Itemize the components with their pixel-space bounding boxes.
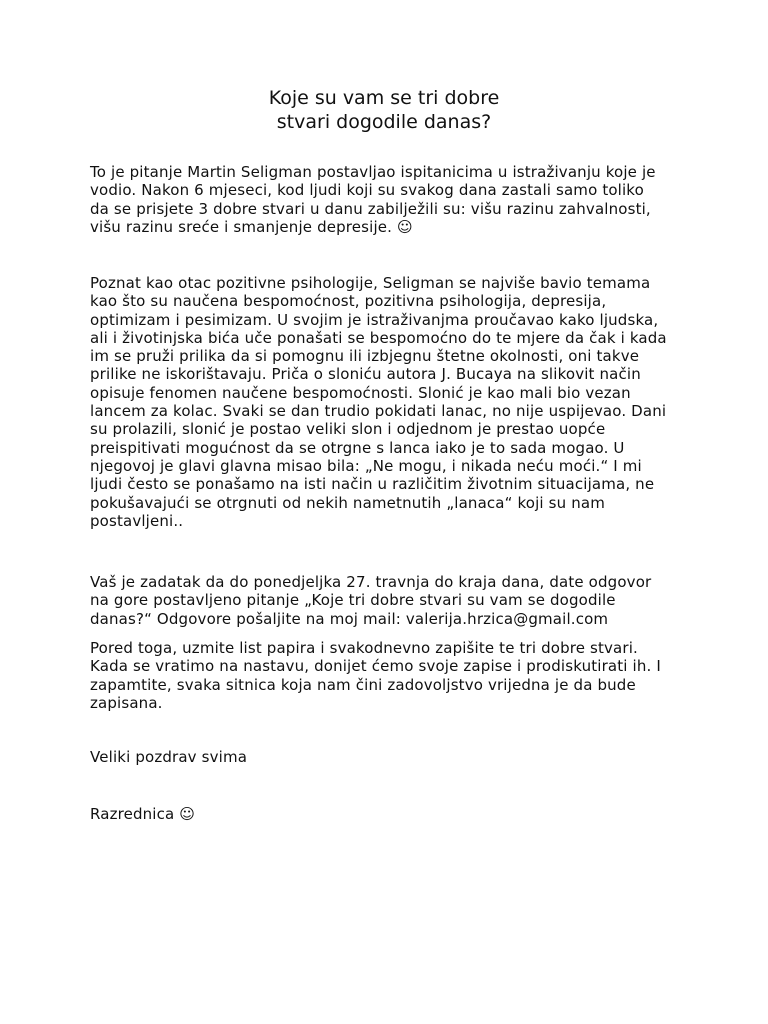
text-line: lancem za kolac. Svaki se dan trudio pokidati lanac, no nije uspijevao. Dani [90, 402, 667, 421]
text-line: ljudi često se ponašamo na isti način u različitim životnim situacijama, ne [90, 475, 655, 494]
text-line: postavljeni.. [90, 511, 184, 530]
signature [90, 805, 690, 823]
text-line: prilike ne iskorištavaju. Priča o sloniću autora J. Bucaya na slikovit način [90, 365, 641, 384]
text-line: im se pruži prilika da si pomognu ili izbjegnu štetne okolnosti, oni takve [90, 347, 640, 366]
text-line: da se prisjete 3 dobre stvari u danu zabilježili su: višu razinu zahvalnosti, [90, 199, 651, 218]
text-line: optimizam i pesimizam. U svojim je istraživanjma proučavao kako ljudska, [90, 310, 659, 329]
text-line: ali i životinjska bića uče ponašati se bespomoćno do te mjere da čak i kada [90, 328, 667, 347]
paragraph-assignment [90, 573, 690, 628]
text-line: kao što su naučena bespomoćnost, pozitivna psihologija, depresija, [90, 292, 607, 311]
text-line: Pored toga, uzmite list papira i svakodnevno zapišite te tri dobre stvari. [90, 639, 638, 657]
paragraph-seligman [90, 274, 690, 530]
text-line: opisuje fenomen naučene bespomoćnosti. Slonić je kao mali bio vezan [90, 383, 631, 402]
text-line: zapisana. [90, 693, 163, 712]
paragraph-intro [90, 163, 690, 236]
text-line: vodio. Nakon 6 mjeseci, kod ljudi koji su svakog dana zastali samo toliko [90, 181, 644, 200]
text-line: Poznat kao otac pozitivne psihologije, Seligman se najviše bavio temama [90, 274, 651, 292]
text-line: Vaš je zadatak da do ponedjeljka 27. travnja do kraja dana, date odgovor [90, 573, 652, 591]
text-line: su prolazili, slonić je postao veliki slon i odjednom je prestao uopće [90, 420, 606, 439]
text-line: To je pitanje Martin Seligman postavljao ispitanicima u istraživanju koje je [90, 163, 656, 181]
text-line: višu razinu sreće i smanjenje depresije. ☺ [90, 217, 413, 236]
text-line: na gore postavljeno pitanje „Koje tri dobre stvari su vam se dogodile [90, 591, 616, 610]
title-line: stvari dogodile danas? [276, 111, 492, 133]
text-line: njegovoj je glavi glavna misao bila: „Ne mogu, i nikada neću moći.“ I mi [90, 456, 642, 475]
text-line: danas?“ Odgovore pošaljite na moj mail: valerija.hrzica@gmail.com [90, 609, 609, 628]
title-line: Koje su vam se tri dobre [268, 87, 500, 109]
text-line: Kada se vratimo na nastavu, donijet ćemo svoje zapise i prodiskutirati ih. I [90, 657, 661, 676]
text-line: zapamtite, svaka sitnica koja nam čini zadovoljstvo vrijedna je da bude [90, 675, 636, 694]
paragraph-journal [90, 639, 690, 712]
text-line: preispitivati mogućnost da se otrgne s lanca iako je to sada mogao. U [90, 438, 625, 457]
text-line: Razrednica ☺ [90, 805, 196, 823]
page-title [90, 86, 678, 134]
closing-greeting [90, 748, 690, 766]
text-line: Veliki pozdrav svima [90, 748, 248, 766]
text-line: pokušavajući se otrgnuti od nekih nametnutih „lanaca“ koji su nam [90, 493, 605, 512]
